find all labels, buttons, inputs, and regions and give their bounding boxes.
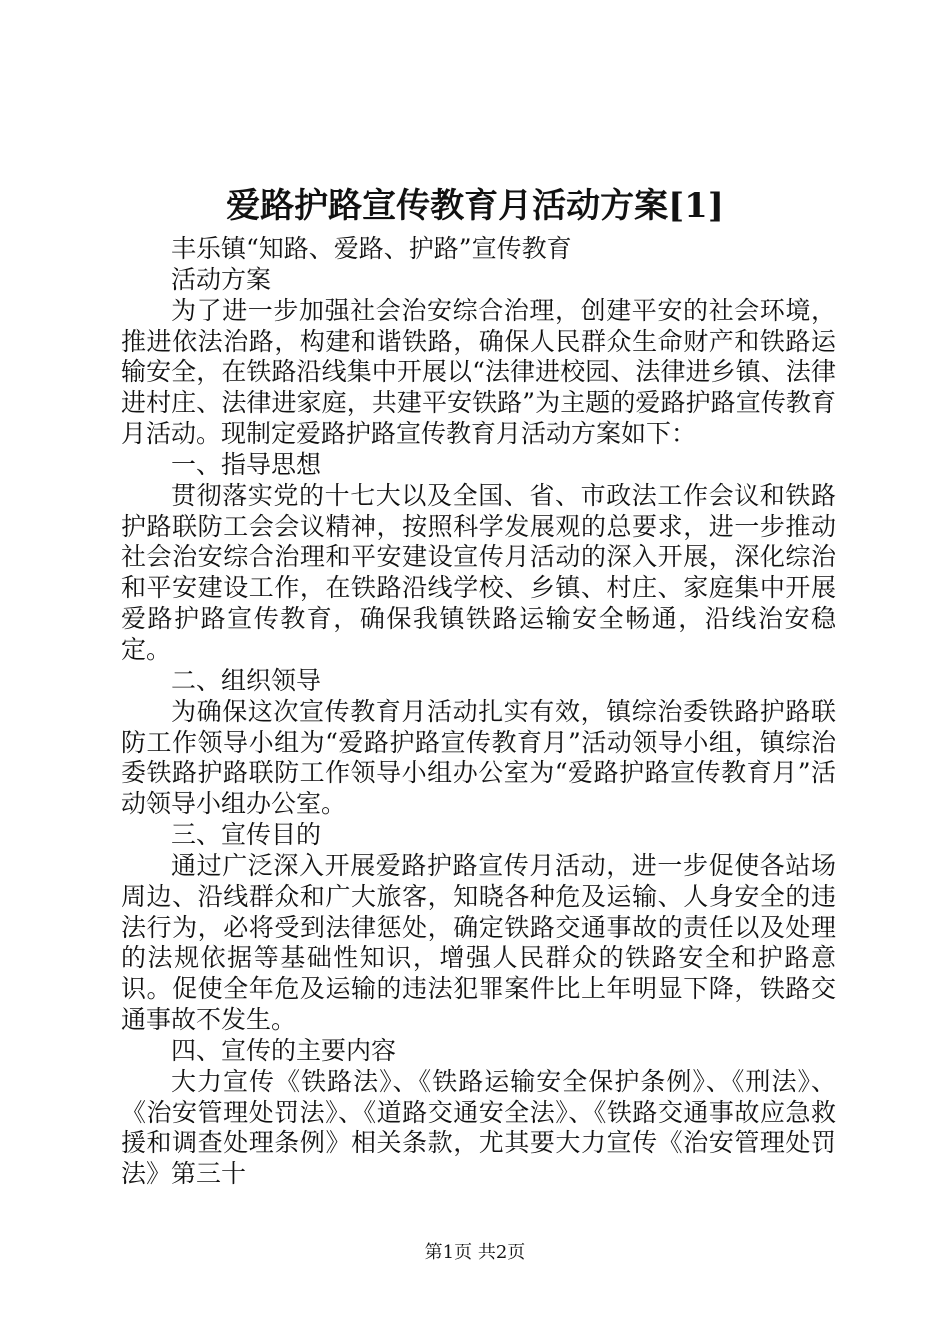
section-heading-content: 四、宣传的主要内容: [171, 1035, 397, 1065]
section-heading-purpose: 三、宣传目的: [171, 820, 322, 850]
paragraph-purpose: 通过广泛深入开展爱路护路宣传月活动，进一步促使各站场周边、沿线群众和广大旅客，知晓各种危及运输、人身安全的违法行为，必将受到法律惩处，确定铁路交通事故的责任以及处理的法规依据等基础性知识，增强人民群众的铁路安全和护路意识。促使全年危及运输的违法犯罪案件比上年明显下降，铁路交通事故不发生。: [121, 850, 836, 1035]
paragraph-intro: 为了进一步加强社会治安综合治理，创建平安的社会环境，推进依法治路，构建和谐铁路，确保人民群众生命财产和铁路运输安全，在铁路沿线集中开展以“法律进校园、法律进乡镇、法律进村庄、法律进家庭，共建平安铁路”为主题的爱路护路宣传教育月活动。现制定爱路护路宣传教育月活动方案如下：: [121, 295, 836, 449]
document-body: [121, 234, 836, 1190]
paragraph-subtitle-2: 活动方案: [171, 264, 272, 294]
paragraph-leadership: 为确保这次宣传教育月活动扎实有效，镇综治委铁路护路联防工作领导小组为“爱路护路宣传教育月”活动领导小组，镇综治委铁路护路联防工作领导小组办公室为“爱路护路宣传教育月”活动领导小组办公室。: [121, 696, 836, 819]
document-title: 爱路护路宣传教育月活动方案[1]: [226, 186, 724, 226]
paragraph-content: 大力宣传《铁路法》、《铁路运输安全保护条例》、《刑法》、《治安管理处罚法》、《道路交通安全法》、《铁路交通事故应急救援和调查处理条例》相关条款，尤其要大力宣传《治安管理处罚法》第三十: [121, 1066, 836, 1189]
page-number-footer: 第1页 共2页: [424, 1242, 526, 1263]
paragraph-guiding-thought: 贯彻落实党的十七大以及全国、省、市政法工作会议和铁路护路联防工会会议精神，按照科学发展观的总要求，进一步推动社会治安综合治理和平安建设宣传月活动的深入开展，深化综治和平安建设工作，在铁路沿线学校、乡镇、村庄、家庭集中开展爱路护路宣传教育，确保我镇铁路运输安全畅通，沿线治安稳定。: [121, 480, 836, 664]
section-heading-guiding-thought: 一、指导思想: [171, 449, 322, 479]
paragraph-subtitle-1: 丰乐镇“知路、爱路、护路”宣传教育: [171, 234, 572, 263]
section-heading-leadership: 二、组织领导: [171, 665, 322, 695]
